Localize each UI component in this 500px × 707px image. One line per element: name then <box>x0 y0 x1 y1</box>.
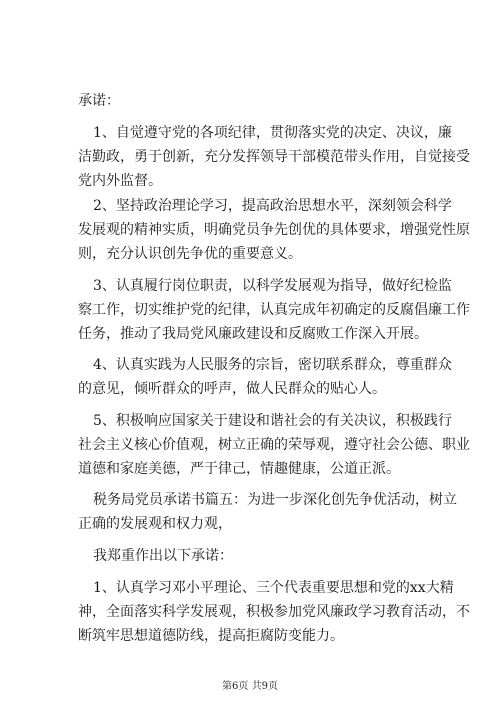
paragraph-line: 正确的发展观和权力观， <box>78 516 232 532</box>
paragraph-line: 神，全面落实科学发展观，积极参加党风廉政学习教育活动，不 <box>78 604 470 620</box>
paragraph-line: 党内外监督。 <box>78 173 162 189</box>
paragraph-line: 3、认真履行岗位职责，以科学发展观为指导，做好纪检监 <box>93 278 452 294</box>
paragraph-line: 的意见，倾听群众的呼声，做人民群众的贴心人。 <box>78 381 386 397</box>
paragraph-line: 税务局党员承诺书篇五：为进一步深化创先争优活动，树立 <box>93 492 457 508</box>
paragraph-line: 承诺： <box>78 93 120 109</box>
paragraph-line: 1、认真学习邓小平理论、三个代表重要思想和党的xx大精 <box>93 580 454 596</box>
paragraph-line: 任务，推动了我局党风廉政建设和反腐败工作深入开展。 <box>78 326 428 342</box>
paragraph-line: 2、坚持政治理论学习，提高政治思想水平，深刻领会科学 <box>93 198 452 214</box>
paragraph-line: 道德和家庭美德，严于律己，情趣健康，公道正派。 <box>78 461 400 477</box>
paragraph-line: 洁勤政，勇于创新，充分发挥领导干部模范带头作用，自觉接受 <box>78 149 470 165</box>
paragraph-line: 发展观的精神实质，明确党员争先创优的具体要求，增强党性原 <box>78 222 470 238</box>
paragraph-line: 察工作，切实维护党的纪律，认真完成年初确定的反腐倡廉工作 <box>78 302 470 318</box>
page-number-footer: 第6页 共9页 <box>222 681 278 692</box>
paragraph-line: 4、认真实践为人民服务的宗旨，密切联系群众，尊重群众 <box>93 357 452 373</box>
paragraph-line: 我郑重作出以下承诺： <box>93 548 233 564</box>
paragraph-line: 社会主义核心价值观，树立正确的荣辱观，遵守社会公德、职业 <box>78 437 470 453</box>
paragraph-line: 5、积极响应国家关于建设和谐社会的有关决议，积极践行 <box>93 413 452 429</box>
paragraph-line: 1、自觉遵守党的各项纪律，贯彻落实党的决定、决议，廉 <box>93 125 452 141</box>
paragraph-line: 则，充分认识创先争优的重要意义。 <box>78 246 302 262</box>
paragraph-line: 断筑牢思想道德防线，提高拒腐防变能力。 <box>78 628 344 644</box>
